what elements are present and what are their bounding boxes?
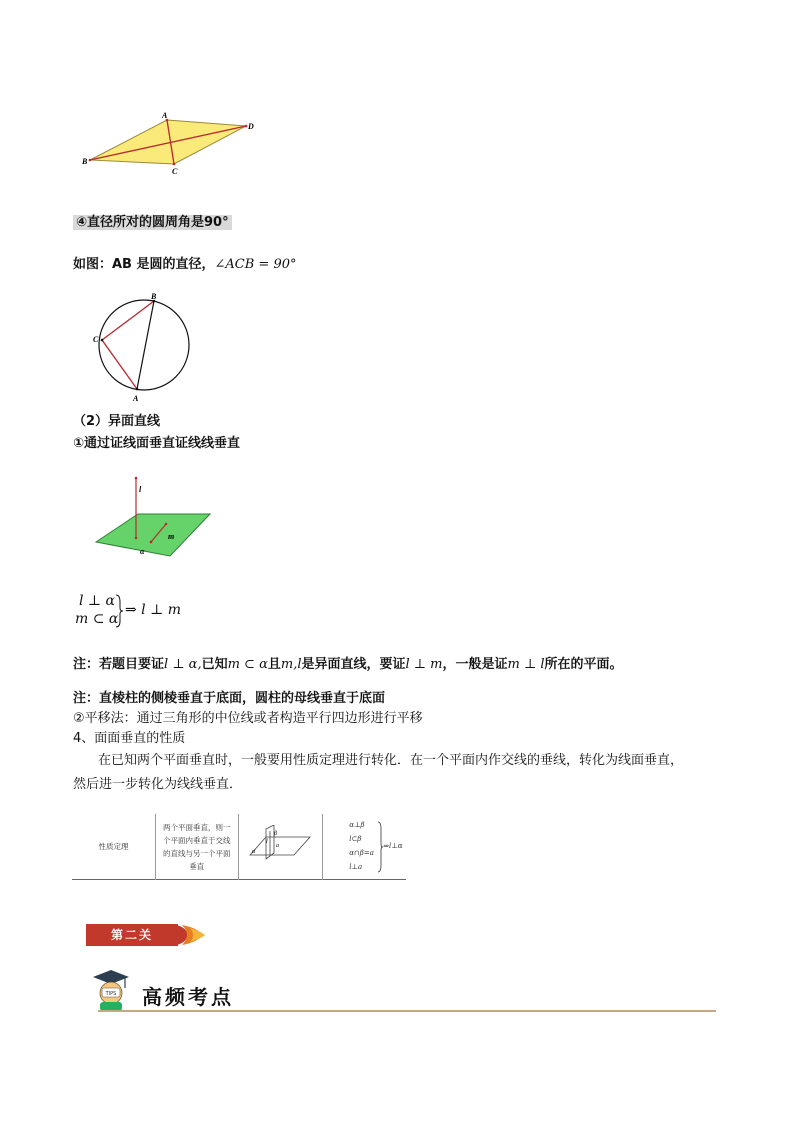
flame-icon <box>172 922 206 948</box>
banner-label: 第二关 <box>86 924 178 946</box>
circle-shape <box>99 300 189 390</box>
condition-conclusion: ⇒ l ⊥ m <box>125 602 181 618</box>
highfreq-title: 高频考点 <box>142 985 234 1009</box>
highfreq-header <box>92 968 716 1018</box>
svg-text:l: l <box>266 838 269 845</box>
label-c: C <box>93 335 99 344</box>
diameter-ab <box>137 301 154 389</box>
graduate-mascot-icon <box>92 968 130 1012</box>
section-4-heading: ④直径所对的圆周角是90° <box>73 214 232 232</box>
svg-text:α: α <box>252 848 256 855</box>
label-alpha: α <box>140 547 145 556</box>
green-plane <box>96 514 210 556</box>
brace-icon <box>115 594 123 628</box>
label-b: B <box>151 292 157 301</box>
chord-ca-cb <box>102 301 154 389</box>
skew-item-2: ②平移法：通过三角形的中位线或者构造平行四边形进行平移 <box>73 711 423 726</box>
level-banner <box>86 922 206 948</box>
label-a: A <box>162 111 168 120</box>
property-table <box>72 814 406 880</box>
table-name-cell: 性质定理 <box>72 814 156 880</box>
plane-diagram <box>92 472 216 560</box>
svg-text:a: a <box>276 842 280 849</box>
svg-text:TIPS: TIPS <box>105 991 117 997</box>
table-desc-cell: 两个平面垂直，则一 个平面内垂直于交线 的直线与另一个平面 垂直 <box>156 814 238 880</box>
perp-planes-figure <box>244 825 316 865</box>
note-1: 注：若题目要证l ⊥ α,已知m ⊂ α且m,l是异面直线，要证l ⊥ m，一般是证m ⊥ l所在的平面。 <box>73 657 623 672</box>
rhombus-diagram <box>80 108 270 180</box>
circle-diagram <box>90 292 200 404</box>
label-l: l <box>139 485 142 494</box>
table-figure-cell <box>238 814 323 880</box>
circle-statement: 如图：AB 是圆的直径，∠ACB = 90° <box>73 257 297 272</box>
skew-item-1: ①通过证线面垂直证线线垂直 <box>73 436 241 451</box>
skew-heading: （2）异面直线 <box>73 414 161 429</box>
table-formula-cell: α⊥β l⊂β α∩β=a l⊥a ⇒l⊥α <box>323 814 406 880</box>
label-d: D <box>248 122 254 131</box>
face-perp-heading: 4、面面垂直的性质 <box>73 731 186 746</box>
note-2: 注：直棱柱的侧棱垂直于底面，圆柱的母线垂直于底面 <box>73 691 386 706</box>
condition-line-1: l ⊥ α <box>79 593 115 609</box>
face-perp-paragraph-1: 在已知两个平面垂直时，一般要用性质定理进行转化．在一个平面内作交线的垂线，转化为线面垂直， <box>98 753 684 768</box>
condition-line-2: m ⊂ α <box>75 611 119 627</box>
label-c: C <box>172 167 178 176</box>
face-perp-paragraph-2: 然后进一步转化为线线垂直． <box>73 777 243 792</box>
condition-system <box>75 592 195 632</box>
svg-text:β: β <box>274 830 278 837</box>
header-underline <box>98 1010 716 1012</box>
label-m: m <box>168 532 175 541</box>
label-a: A <box>133 394 139 403</box>
label-b: B <box>82 157 88 166</box>
